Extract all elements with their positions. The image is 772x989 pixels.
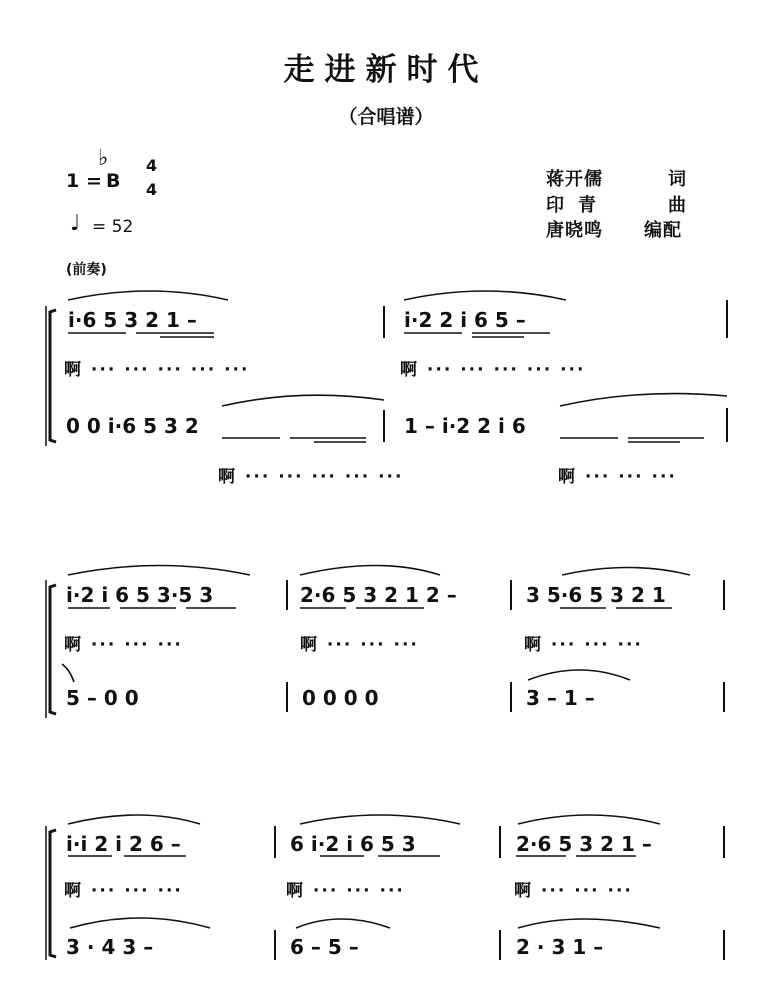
credit-composer-role: 曲 [668, 195, 687, 216]
measure-3-upper: i·2 i 6 5 3·5 3 [66, 583, 214, 607]
measure-2-lower: 1 – i·2 2 i 6 [404, 414, 526, 438]
system-3-bracket [50, 830, 56, 957]
lyrics-1-lower: 啊 ··· ··· ··· ··· ··· [218, 467, 404, 487]
time-bottom: 4 [146, 180, 158, 199]
measure-2-upper: i·2 2 i 6 5 – [404, 308, 526, 332]
measure-8-upper: 2·6 5 3 2 1 – [516, 832, 652, 856]
tempo-value: = 52 [92, 217, 134, 237]
lyrics-2-upper: 啊 ··· ··· ··· ··· ··· [400, 360, 586, 380]
slur [562, 568, 690, 576]
lyrics-6-upper: 啊 ··· ··· ··· [64, 881, 183, 901]
lyrics-4-upper: 啊 ··· ··· ··· [300, 635, 419, 655]
lyrics-8-upper: 啊 ··· ··· ··· [514, 881, 633, 901]
lyrics-1-upper: 啊 ··· ··· ··· ··· ··· [64, 360, 250, 380]
system-1-bracket [50, 310, 56, 442]
slur [518, 815, 660, 824]
page-title: 走进新时代 [283, 52, 489, 88]
lyrics-5-upper: 啊 ··· ··· ··· [524, 635, 643, 655]
measure-5-upper: 3 5·6 5 3 2 1 [526, 583, 666, 607]
slur [70, 918, 210, 928]
slur [560, 394, 727, 406]
lyrics-2-lower: 啊 ··· ··· ··· [558, 467, 677, 487]
slur [62, 664, 74, 682]
lyrics-7-upper: 啊 ··· ··· ··· [286, 881, 405, 901]
quarter-note-icon: ♩ [70, 211, 81, 236]
measure-5-lower: 3 – 1 – [526, 686, 595, 710]
page-subtitle: （合唱谱） [338, 106, 434, 128]
measure-7-lower: 6 – 5 – [290, 935, 359, 959]
slur [296, 919, 390, 928]
measure-8-lower: 2 · 3 1 – [516, 935, 604, 959]
key-equals: = [86, 170, 102, 192]
slur [404, 291, 566, 300]
measure-4-upper: 2·6 5 3 2 1 2 – [300, 583, 457, 607]
measure-7-upper: 6 i·2 i 6 5 3 [290, 832, 416, 856]
slur [300, 815, 460, 824]
measure-1-lower: 0 0 i·6 5 3 2 [66, 414, 199, 438]
lyrics-3-upper: 啊 ··· ··· ··· [64, 635, 183, 655]
intro-label: (前奏) [66, 262, 107, 278]
time-top: 4 [146, 156, 158, 175]
credit-lyricist-role: 词 [668, 169, 687, 190]
credit-arranger: 唐晓鸣 [546, 220, 603, 241]
credit-lyricist: 蒋开儒 [546, 169, 603, 190]
measure-4-lower: 0 0 0 0 [302, 686, 379, 710]
measure-6-upper: i·i 2 i 2 6 – [66, 832, 181, 856]
slur [68, 566, 250, 576]
key-note: B [106, 170, 121, 192]
measure-6-lower: 3 · 4 3 – [66, 935, 154, 959]
measure-3-lower: 5 – 0 0 [66, 686, 139, 710]
key-flat: ♭ [98, 146, 109, 171]
system-2-bracket [50, 585, 56, 714]
slur [518, 919, 660, 928]
slur [222, 395, 384, 406]
credit-composer: 印青 [546, 195, 610, 216]
slur [300, 566, 440, 576]
measure-1-upper: i·6 5 3 2 1 – [68, 308, 197, 332]
slur [68, 815, 200, 824]
key-one: 1 [66, 170, 80, 192]
credit-arranger-role: 编配 [644, 220, 682, 241]
slur [528, 670, 630, 680]
slur [68, 291, 228, 300]
